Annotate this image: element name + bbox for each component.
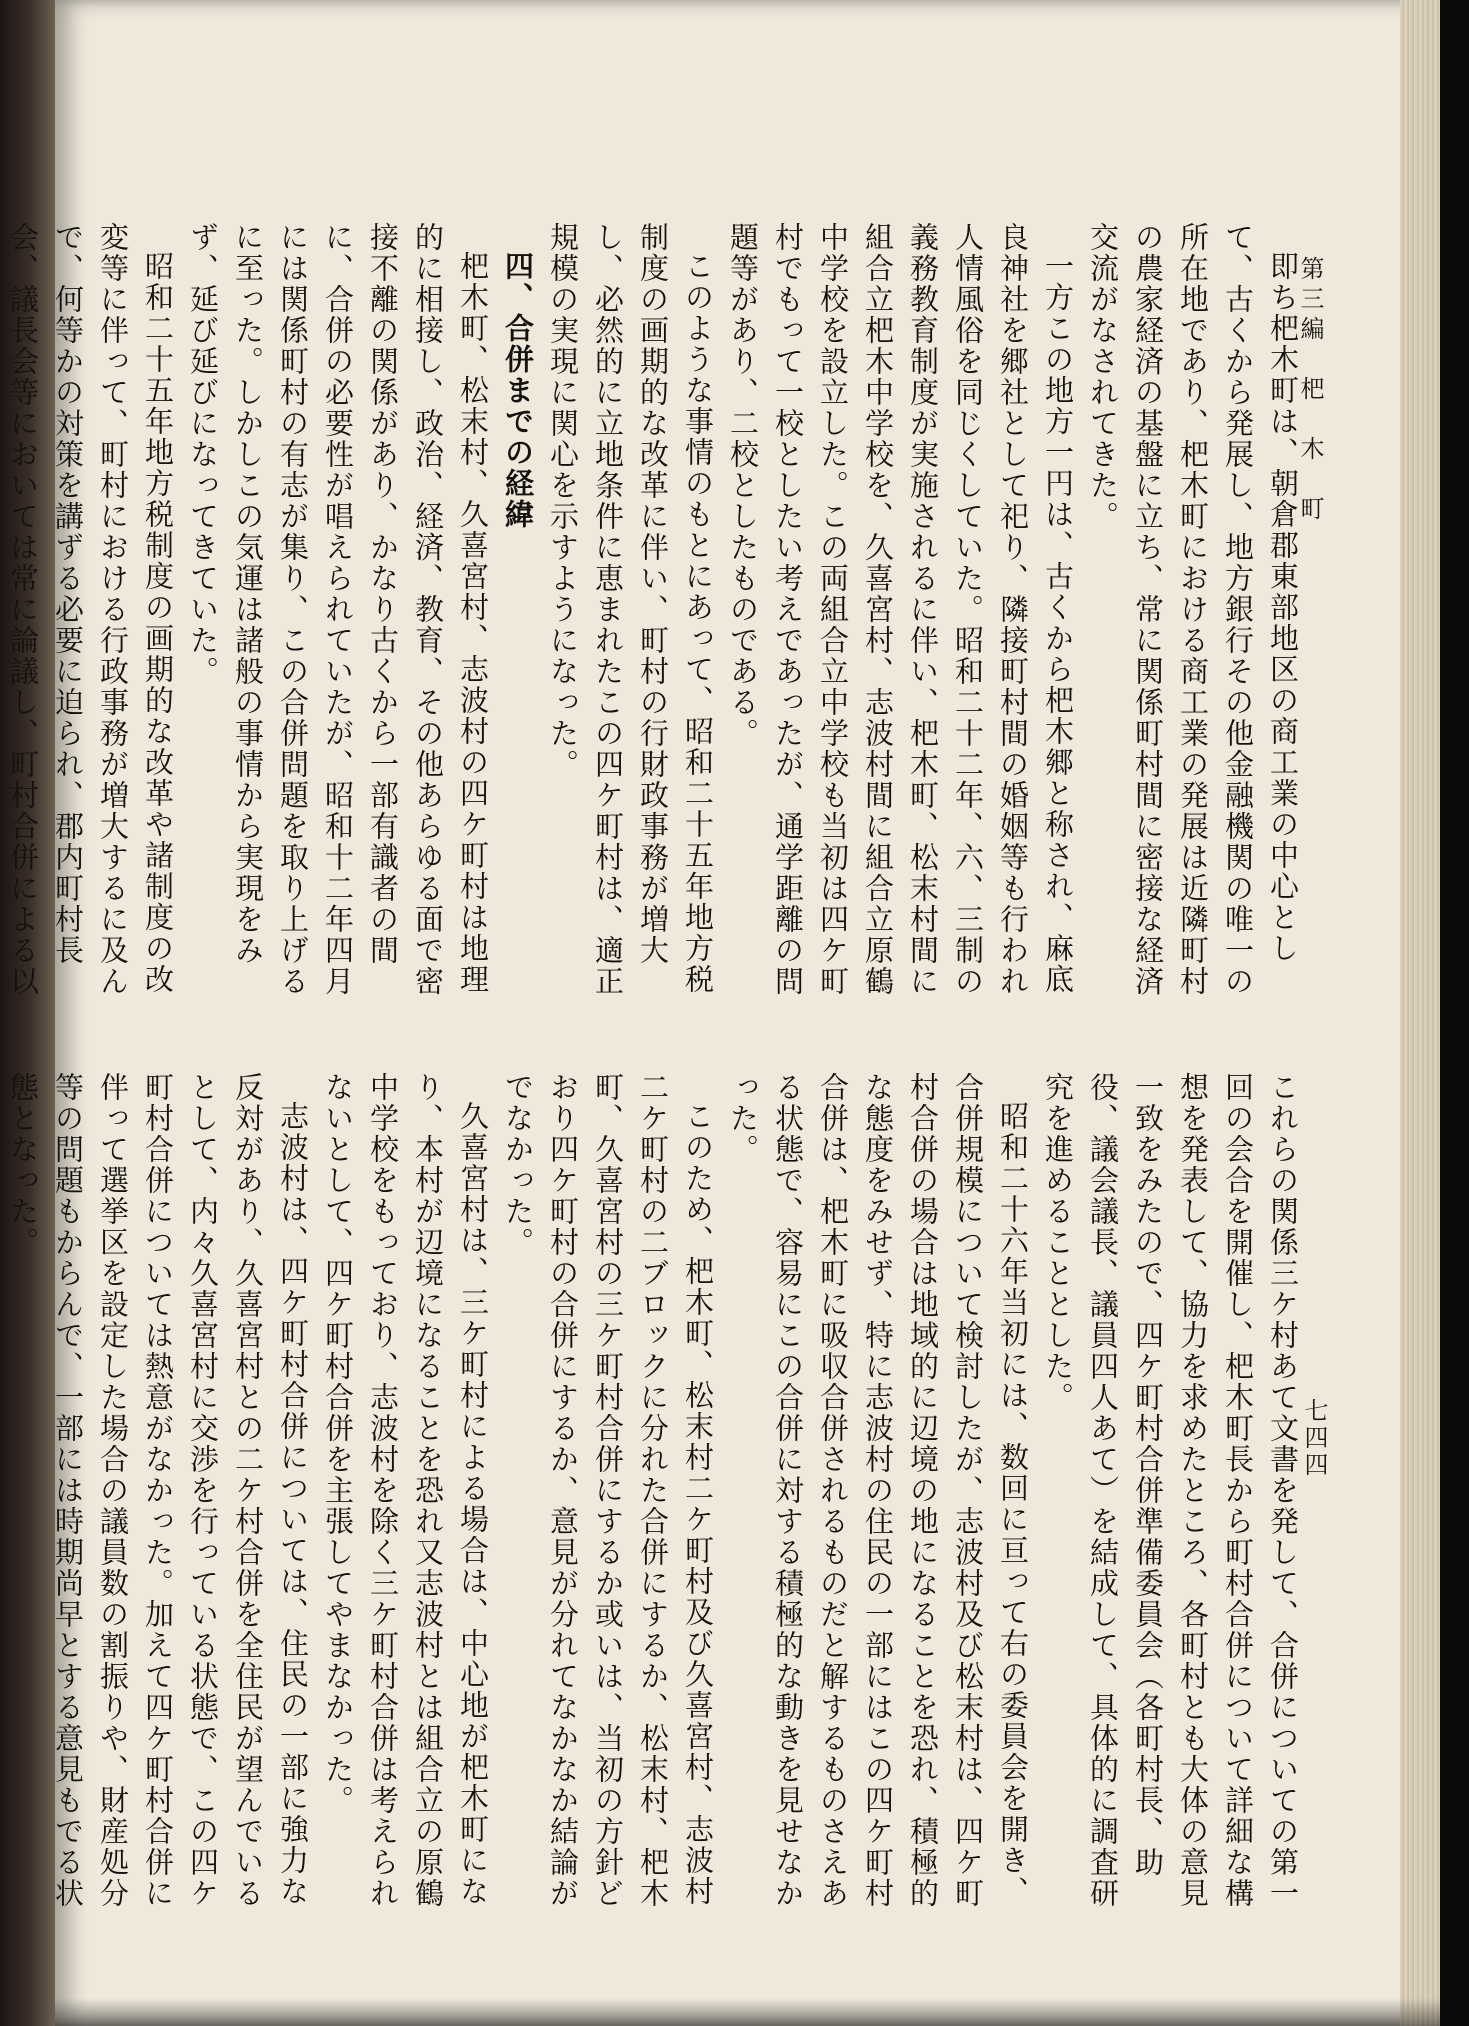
paragraph-continuation: これらの関係三ケ村あて文書を発して、合併についての第一回の会合を開催し、杷木町長から町村合併について詳細な構想を発表して、協力を求めたところ、各町村とも大体の意見一致をみたので、四ケ町村合併準備委員会（各町村長、助役、議会議長、議員四人あて）を結成して、具体的に調査研究を進めることとした。 bbox=[1041, 1072, 1300, 1909]
paragraph: このような事情のもとにあって、昭和二十五年地方税制度の画期的な改革に伴い、町村の行財政事務が増大し、必然的に立地条件に恵まれたこの四ケ町村は、適正規模の実現に関心を示すようになった。 bbox=[546, 222, 715, 997]
page-edge-stack bbox=[1400, 0, 1440, 2026]
bottom-shadow bbox=[55, 1998, 1440, 2026]
paragraph: 一方この地方一円は、古くから杷木郷と称され、麻底良神社を郷社として祀り、隣接町村間の婚姻等も行われ人情風俗を同じくしていた。昭和二十二年、六、三制の義務教育制度が実施されるに伴い、杷木町、松末村間に組合立杷木中学校を、久喜宮村、志波村間に組合立原鶴中学校を設立した。この両組合立中学校も当初は四ケ町村でもって一校としたい考えであったが、通学距離の問題等があり、二校としたものである。 bbox=[726, 222, 1075, 997]
upper-text-column bbox=[6, 222, 1305, 1002]
lower-text-column bbox=[6, 1072, 1305, 1922]
running-header-title: 第三編 杷 木 町 bbox=[1296, 256, 1324, 526]
page-number: 七四四 bbox=[1300, 1398, 1328, 1479]
paragraph: 昭和二十五年地方税制度の画期的な改革や諸制度の改変等に伴って、町村における行政事務が増大するに及んで、何等かの対策を講ずる必要に迫られ、郡内町村長会、議長会等においては常に論議し、町村合併による以 bbox=[6, 222, 175, 997]
paragraph: 昭和二十六年当初には、数回に亘って右の委員会を開き、合併規模について検討したが、志波村及び松末村は、四ケ町村合併の場合は地域的に辺境の地になることを恐れ、積極的な態度をみせず、特に志波村の住民の一部にはこの四ケ町村合併は、杷木町に吸収合併されるものだと解するものさえある状態で、容易にこの合併に対する積極的な動きを見せなかった。 bbox=[726, 1072, 1030, 1909]
paragraph: 久喜宮村は、三ケ町村による場合は、中心地が杷木町になり、本村が辺境になることを恐れ又志波村とは組合立の原鶴中学校をもっており、志波村を除く三ケ町村合併は考えられないとして、四ケ町村合併を主張してやまなかった。 bbox=[321, 1072, 490, 1909]
section-heading: 四、合併までの経緯 bbox=[501, 251, 535, 530]
paragraph: このため、杷木町、松末村二ケ町村及び久喜宮村、志波村二ケ町村の二ブロックに分れた合併にするか、松末村、杷木町、久喜宮村の三ケ町村合併にするか或いは、当初の方針どおり四ケ町村の合併にするか、意見が分れてなかなか結論がでなかった。 bbox=[501, 1072, 715, 1909]
paragraph: 杷木町、松末村、久喜宮村、志波村の四ケ町村は地理的に相接し、政治、経済、教育、その他あらゆる面で密接不離の関係があり、かなり古くから一部有識者の間に、合併の必要性が唱えられていたが、昭和十二年四月には関係町村の有志が集り、この合併問題を取り上げるに至った。しかしこの気運は諸般の事情から実現をみず、延び延びになってきていた。 bbox=[186, 222, 490, 997]
book-page bbox=[6, 0, 1440, 2026]
paragraph: 即ち杷木町は、朝倉郡東部地区の商工業の中心として、古くから発展し、地方銀行その他金融機関の唯一の所在地であり、杷木町における商工業の発展は近隣町村の農家経済の基盤に立ち、常に関係町村間に密接な経済交流がなされてきた。 bbox=[1086, 222, 1300, 997]
paragraph: 志波村は、四ケ町村合併については、住民の一部に強力な反対があり、久喜宮村との二ケ村合併を全住民が望んでいるとして、内々久喜宮村に交渉を行っている状態で、この四ケ町村合併については熱意がなかった。加えて四ケ町村合併に伴って選挙区を設定した場合の議員数の割振りや、財産処分等の問題もからんで、一部には時期尚早とする意見もでる状態となった。 bbox=[6, 1072, 310, 1909]
